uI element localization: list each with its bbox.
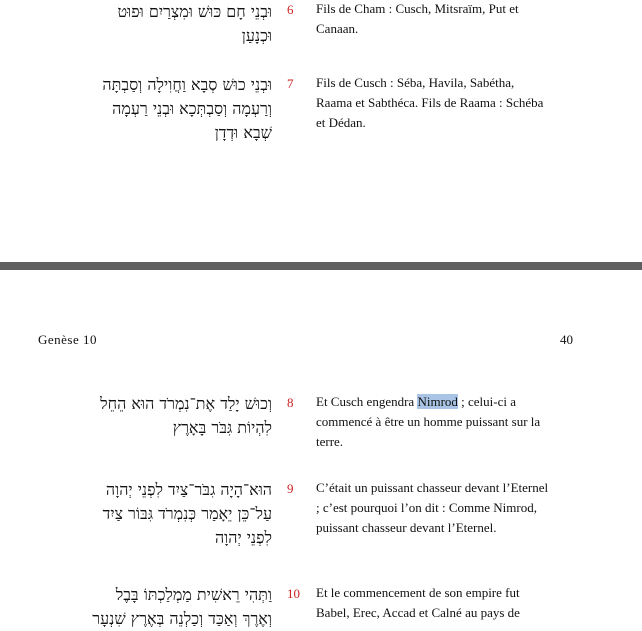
- hebrew-line: וּבְנֵי כוּשׁ סְבָא וַחֲוִילָה וְסַבְתָּה: [102, 75, 272, 94]
- page-number: 40: [560, 332, 573, 347]
- hebrew-verse-9: [32, 478, 272, 550]
- hebrew-line: וּכְנָעַן: [241, 26, 272, 45]
- hebrew-line: לִפְנֵי יְהוָה: [214, 528, 272, 547]
- page-separator: [0, 262, 642, 270]
- hebrew-verse-8: [32, 392, 272, 440]
- hebrew-line: שְׁבָא וּדְדָן: [214, 123, 272, 142]
- french-verse-6: Fils de Cham : Cusch, Mitsraïm, Put et Canaan.: [316, 1, 519, 36]
- running-head: Genèse 10: [38, 332, 98, 347]
- french-verse-7: Fils de Cusch : Séba, Havila, Sabétha, Raama et Sabthéca. Fils de Raama : Schéba et Dédan.: [316, 75, 544, 130]
- hebrew-line: וְאֶרֶךְ וְאַכַּד וְכַלְנֵה בְּאֶרֶץ שִׁנְעָר: [92, 609, 272, 628]
- french-verse-8: [316, 392, 552, 452]
- verse-number-7: 7: [287, 76, 294, 91]
- hebrew-verse-7: [32, 73, 272, 145]
- french-verse-9: C’était un puissant chasseur devant l’Eternel ; c’est pourquoi l’on dit : Comme Nimrod, puissant chasseur devant l’Eternel.: [316, 480, 549, 535]
- hebrew-line: הוּא־הָיָה גִבֹּר־צַיִד לִפְנֵי יְהוָה: [105, 480, 272, 499]
- hebrew-line: וְכוּשׁ יָלַד אֶת־נִמְרֹד הוּא הֵחֵל: [100, 394, 272, 413]
- verse-number-8: 8: [287, 395, 294, 410]
- verse-number-10: 10: [287, 586, 300, 601]
- verse-number-6: 6: [287, 2, 294, 17]
- hebrew-line: וּבְנֵי חָם כּוּשׁ וּמִצְרַיִם וּפוּט: [117, 2, 272, 21]
- french-verse-10: Et le commencement de son empire fut Babel, Erec, Accad et Calné au pays de: [316, 585, 520, 620]
- hebrew-line: וְרַעְמָה וְסַבְתְּכָא וּבְנֵי רַעְמָה: [112, 99, 272, 118]
- french-text: Et Cusch engendra: [316, 394, 418, 409]
- selected-word-highlight[interactable]: Nimrod: [417, 394, 458, 409]
- previous-page: [0, 0, 642, 262]
- verse-number-9: 9: [287, 481, 294, 496]
- french-text: ; celui-ci a commencé à être un homme puissant sur la terre.: [316, 394, 541, 449]
- hebrew-line: עַל־כֵּן יֵאָמַר כְּנִמְרֹד גִּבּוֹר צַיִד: [102, 504, 272, 523]
- hebrew-line: וַתְּהִי רֵאשִׁית מַמְלַכְתּוֹ בָּבֶל: [115, 585, 272, 604]
- hebrew-verse-6: [32, 0, 272, 48]
- hebrew-line: לִהְיוֹת גִּבֹּר בָּאָרֶץ: [172, 418, 272, 437]
